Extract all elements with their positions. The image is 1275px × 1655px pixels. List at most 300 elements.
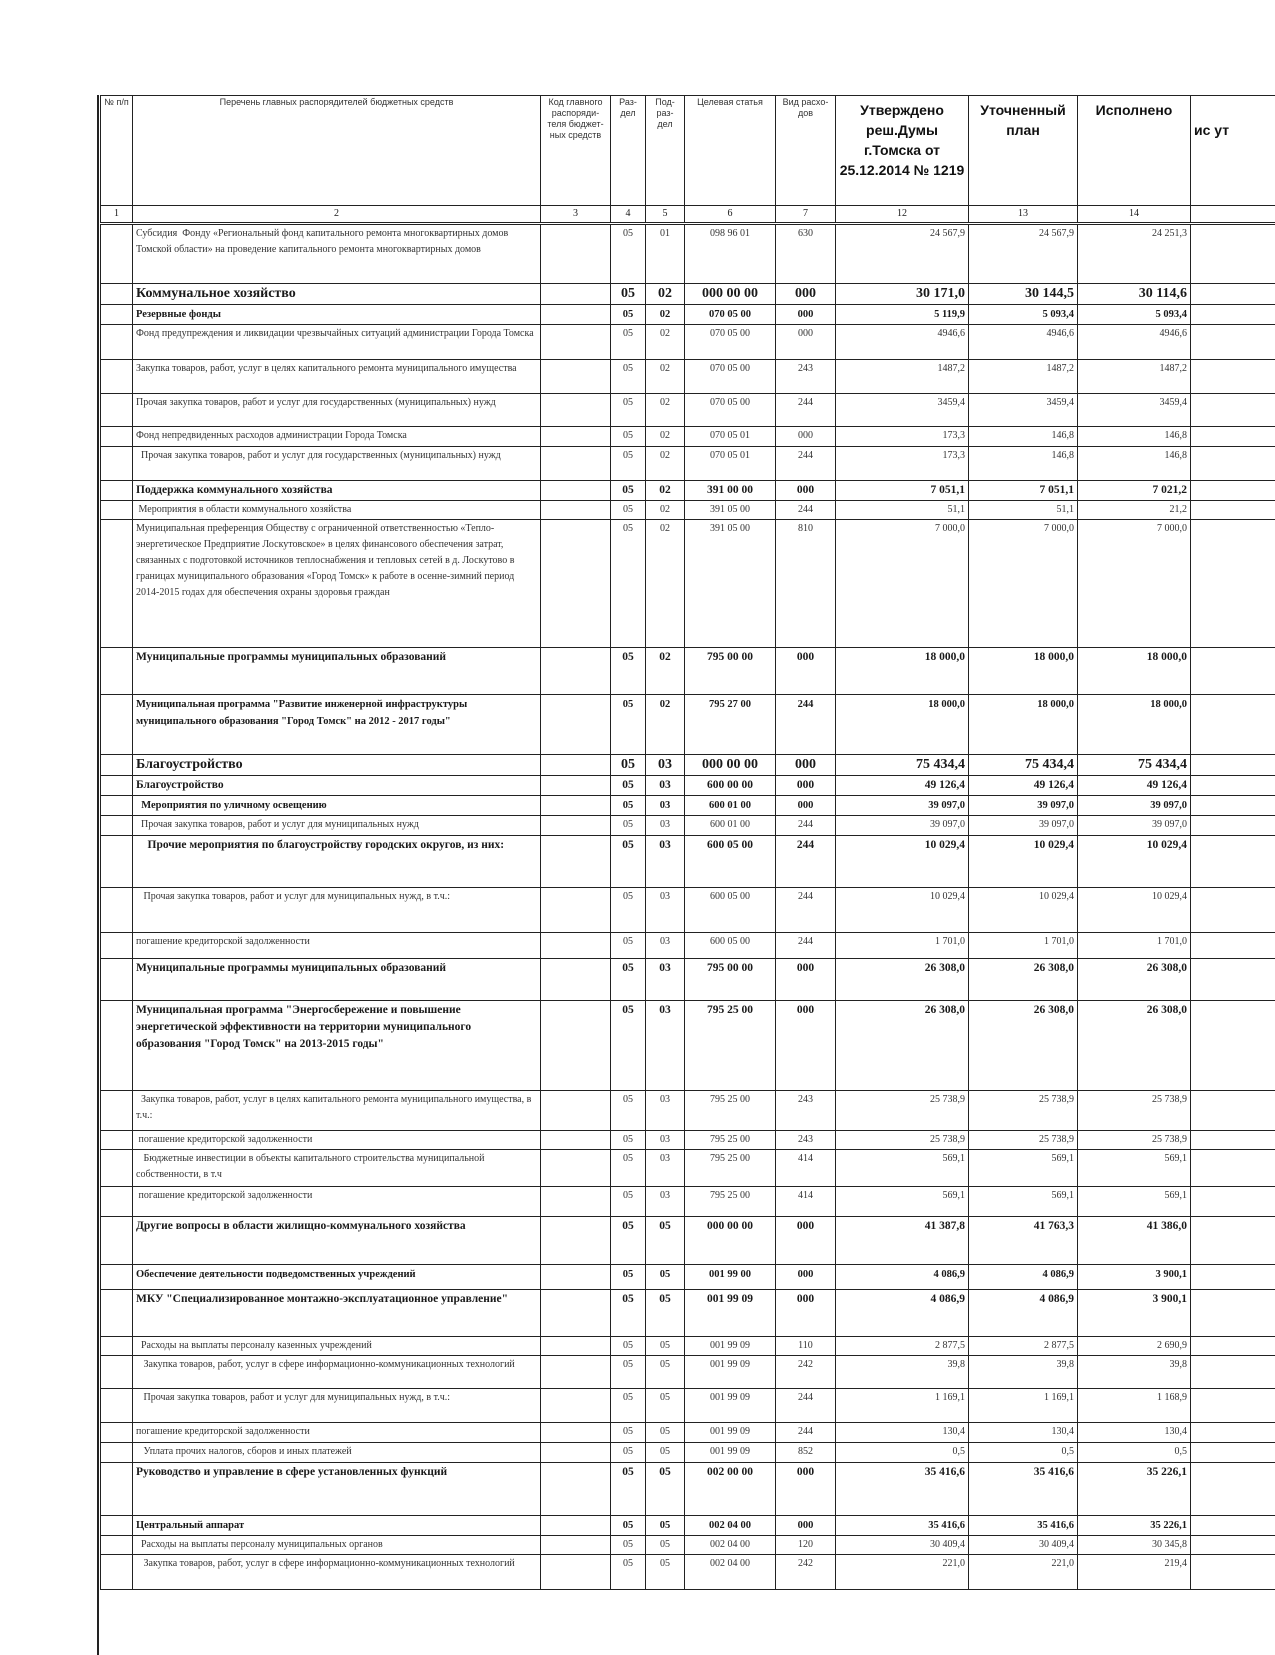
cell-vid: 414 bbox=[776, 1187, 836, 1217]
column-number: 13 bbox=[969, 206, 1078, 224]
table-row bbox=[101, 520, 1275, 648]
cell-done: 41 386,0 bbox=[1078, 1217, 1191, 1265]
cell-podrazdel: 05 bbox=[646, 1536, 685, 1555]
cell-razdel: 05 bbox=[611, 1217, 646, 1265]
table-row bbox=[101, 888, 1275, 933]
cell-approved: 130,4 bbox=[836, 1423, 969, 1443]
budget-table bbox=[100, 95, 1275, 1590]
cell-name: погашение кредиторской задолженности bbox=[133, 1131, 541, 1150]
cell-target: 001 99 09 bbox=[685, 1337, 776, 1356]
cell-target: 070 05 00 bbox=[685, 305, 776, 325]
cell-done: 1487,2 bbox=[1078, 360, 1191, 394]
cell-num bbox=[101, 501, 133, 520]
cell-num bbox=[101, 394, 133, 427]
cell-code bbox=[541, 755, 611, 776]
cell-target: 600 05 00 bbox=[685, 888, 776, 933]
cell-done: 3 900,1 bbox=[1078, 1265, 1191, 1290]
cell-podrazdel: 03 bbox=[646, 755, 685, 776]
cell-razdel: 05 bbox=[611, 325, 646, 360]
cell-name: Мероприятия в области коммунального хозяйства bbox=[133, 501, 541, 520]
cell-done: 10 029,4 bbox=[1078, 836, 1191, 888]
cell-vid: 000 bbox=[776, 1265, 836, 1290]
cell-done: 0,5 bbox=[1078, 1443, 1191, 1463]
cell-approved: 173,3 bbox=[836, 447, 969, 481]
cell-podrazdel: 05 bbox=[646, 1356, 685, 1389]
cell-target: 000 00 00 bbox=[685, 284, 776, 305]
cell-razdel: 05 bbox=[611, 1001, 646, 1091]
cell-approved: 24 567,9 bbox=[836, 224, 969, 284]
cell-name: Центральный аппарат bbox=[133, 1516, 541, 1536]
cell-done: 569,1 bbox=[1078, 1150, 1191, 1187]
header-row bbox=[101, 96, 1275, 206]
cell-num bbox=[101, 1150, 133, 1187]
cell-num bbox=[101, 1001, 133, 1091]
cell-vid: 000 bbox=[776, 481, 836, 501]
cell-num bbox=[101, 695, 133, 755]
cell-code bbox=[541, 1356, 611, 1389]
cell-vid: 110 bbox=[776, 1337, 836, 1356]
cell-name: Благоустройство bbox=[133, 755, 541, 776]
cell-podrazdel: 02 bbox=[646, 427, 685, 447]
cell-podrazdel: 02 bbox=[646, 648, 685, 695]
cell-vid: 244 bbox=[776, 888, 836, 933]
cell-num bbox=[101, 1516, 133, 1536]
cell-done: 39 097,0 bbox=[1078, 796, 1191, 816]
table-row bbox=[101, 816, 1275, 836]
cell-podrazdel: 03 bbox=[646, 1187, 685, 1217]
cell-plan: 0,5 bbox=[969, 1443, 1078, 1463]
cell-target: 070 05 01 bbox=[685, 427, 776, 447]
cell-pct bbox=[1191, 427, 1275, 447]
cell-num bbox=[101, 959, 133, 1001]
cell-razdel: 05 bbox=[611, 481, 646, 501]
column-number: 3 bbox=[541, 206, 611, 224]
cell-code bbox=[541, 1443, 611, 1463]
header-target: Целевая статья bbox=[685, 96, 776, 206]
cell-num bbox=[101, 325, 133, 360]
cell-pct bbox=[1191, 648, 1275, 695]
cell-code bbox=[541, 427, 611, 447]
table-row bbox=[101, 1536, 1275, 1555]
cell-vid: 242 bbox=[776, 1356, 836, 1389]
cell-plan: 26 308,0 bbox=[969, 959, 1078, 1001]
cell-razdel: 05 bbox=[611, 224, 646, 284]
cell-num bbox=[101, 1536, 133, 1555]
cell-plan: 146,8 bbox=[969, 427, 1078, 447]
cell-plan: 75 434,4 bbox=[969, 755, 1078, 776]
header-approved: Утверждено реш.Думы г.Томска от 25.12.2014 № 1219 bbox=[836, 96, 969, 206]
cell-name: Расходы на выплаты персоналу муниципальных органов bbox=[133, 1536, 541, 1555]
cell-razdel: 05 bbox=[611, 394, 646, 427]
cell-razdel: 05 bbox=[611, 1187, 646, 1217]
column-number bbox=[1191, 206, 1275, 224]
cell-vid: 000 bbox=[776, 427, 836, 447]
table-row bbox=[101, 224, 1275, 284]
cell-num bbox=[101, 1443, 133, 1463]
cell-approved: 75 434,4 bbox=[836, 755, 969, 776]
cell-target: 391 05 00 bbox=[685, 520, 776, 648]
cell-done: 25 738,9 bbox=[1078, 1131, 1191, 1150]
cell-name: Муниципальная программа "Энергосбережение и повышение энергетической эффективности на территории муниципального образования "Город Томск" на 2013-2015 годы" bbox=[133, 1001, 541, 1091]
cell-plan: 1487,2 bbox=[969, 360, 1078, 394]
cell-plan: 24 567,9 bbox=[969, 224, 1078, 284]
table-row bbox=[101, 447, 1275, 481]
cell-approved: 18 000,0 bbox=[836, 648, 969, 695]
table-row bbox=[101, 1091, 1275, 1131]
cell-num bbox=[101, 1290, 133, 1337]
table-row bbox=[101, 1150, 1275, 1187]
cell-pct bbox=[1191, 1356, 1275, 1389]
cell-done: 2 690,9 bbox=[1078, 1337, 1191, 1356]
cell-razdel: 05 bbox=[611, 695, 646, 755]
cell-name: Коммунальное хозяйство bbox=[133, 284, 541, 305]
cell-name: Закупка товаров, работ, услуг в целях капитального ремонта муниципального имущества, в т.ч.: bbox=[133, 1091, 541, 1131]
cell-podrazdel: 05 bbox=[646, 1217, 685, 1265]
table-row bbox=[101, 1131, 1275, 1150]
cell-pct bbox=[1191, 1443, 1275, 1463]
cell-vid: 244 bbox=[776, 695, 836, 755]
cell-code bbox=[541, 1001, 611, 1091]
cell-vid: 244 bbox=[776, 816, 836, 836]
table-row bbox=[101, 325, 1275, 360]
cell-name: Резервные фонды bbox=[133, 305, 541, 325]
cell-pct bbox=[1191, 933, 1275, 959]
cell-vid: 120 bbox=[776, 1536, 836, 1555]
cell-done: 30 114,6 bbox=[1078, 284, 1191, 305]
header-percent: ис ут bbox=[1191, 96, 1275, 206]
cell-num bbox=[101, 1463, 133, 1516]
table-row bbox=[101, 648, 1275, 695]
cell-plan: 35 416,6 bbox=[969, 1463, 1078, 1516]
cell-pct bbox=[1191, 1555, 1275, 1590]
cell-done: 1 168,9 bbox=[1078, 1389, 1191, 1423]
cell-podrazdel: 02 bbox=[646, 305, 685, 325]
cell-approved: 26 308,0 bbox=[836, 1001, 969, 1091]
cell-approved: 41 387,8 bbox=[836, 1217, 969, 1265]
header-code: Код главного распоряди-теля бюджет-ных средств bbox=[541, 96, 611, 206]
table-left-border bbox=[97, 95, 99, 1655]
cell-num bbox=[101, 481, 133, 501]
cell-name: Расходы на выплаты персоналу казенных учреждений bbox=[133, 1337, 541, 1356]
cell-code bbox=[541, 1290, 611, 1337]
cell-target: 001 99 09 bbox=[685, 1423, 776, 1443]
table-row bbox=[101, 1389, 1275, 1423]
cell-podrazdel: 02 bbox=[646, 501, 685, 520]
header-plan: Уточненный план bbox=[969, 96, 1078, 206]
cell-plan: 1 169,1 bbox=[969, 1389, 1078, 1423]
cell-num bbox=[101, 1423, 133, 1443]
cell-pct bbox=[1191, 888, 1275, 933]
cell-plan: 7 051,1 bbox=[969, 481, 1078, 501]
table-row bbox=[101, 427, 1275, 447]
cell-plan: 41 763,3 bbox=[969, 1217, 1078, 1265]
cell-razdel: 05 bbox=[611, 1091, 646, 1131]
cell-target: 795 25 00 bbox=[685, 1001, 776, 1091]
cell-name: Закупка товаров, работ, услуг в целях капитального ремонта муниципального имущества bbox=[133, 360, 541, 394]
cell-podrazdel: 03 bbox=[646, 959, 685, 1001]
cell-razdel: 05 bbox=[611, 933, 646, 959]
cell-podrazdel: 01 bbox=[646, 224, 685, 284]
cell-podrazdel: 05 bbox=[646, 1389, 685, 1423]
cell-code bbox=[541, 1265, 611, 1290]
cell-pct bbox=[1191, 305, 1275, 325]
cell-vid: 000 bbox=[776, 648, 836, 695]
cell-approved: 39 097,0 bbox=[836, 816, 969, 836]
cell-name: Обеспечение деятельности подведомственных учреждений bbox=[133, 1265, 541, 1290]
cell-target: 070 05 00 bbox=[685, 360, 776, 394]
cell-approved: 25 738,9 bbox=[836, 1131, 969, 1150]
cell-approved: 3459,4 bbox=[836, 394, 969, 427]
cell-approved: 10 029,4 bbox=[836, 836, 969, 888]
table-row bbox=[101, 1265, 1275, 1290]
cell-target: 000 00 00 bbox=[685, 1217, 776, 1265]
cell-done: 25 738,9 bbox=[1078, 1091, 1191, 1131]
cell-target: 600 05 00 bbox=[685, 933, 776, 959]
cell-num bbox=[101, 1389, 133, 1423]
cell-vid: 243 bbox=[776, 1131, 836, 1150]
cell-done: 26 308,0 bbox=[1078, 1001, 1191, 1091]
cell-pct bbox=[1191, 1536, 1275, 1555]
cell-code bbox=[541, 1217, 611, 1265]
cell-approved: 1487,2 bbox=[836, 360, 969, 394]
cell-podrazdel: 03 bbox=[646, 836, 685, 888]
cell-plan: 130,4 bbox=[969, 1423, 1078, 1443]
cell-target: 070 05 00 bbox=[685, 394, 776, 427]
cell-num bbox=[101, 1555, 133, 1590]
cell-approved: 1 169,1 bbox=[836, 1389, 969, 1423]
cell-vid: 000 bbox=[776, 1001, 836, 1091]
cell-pct bbox=[1191, 1516, 1275, 1536]
cell-num bbox=[101, 796, 133, 816]
cell-name: Мероприятия по уличному освещению bbox=[133, 796, 541, 816]
cell-approved: 4946,6 bbox=[836, 325, 969, 360]
cell-pct bbox=[1191, 1131, 1275, 1150]
cell-vid: 630 bbox=[776, 224, 836, 284]
cell-podrazdel: 05 bbox=[646, 1265, 685, 1290]
cell-approved: 39,8 bbox=[836, 1356, 969, 1389]
table-row bbox=[101, 695, 1275, 755]
cell-vid: 000 bbox=[776, 796, 836, 816]
table-row bbox=[101, 360, 1275, 394]
cell-num bbox=[101, 224, 133, 284]
cell-pct bbox=[1191, 1265, 1275, 1290]
cell-name: Поддержка коммунального хозяйства bbox=[133, 481, 541, 501]
cell-done: 130,4 bbox=[1078, 1423, 1191, 1443]
cell-name: Муниципальная программа "Развитие инженерной инфраструктуры муниципального образования "Город Томск" на 2012 - 2017 годы" bbox=[133, 695, 541, 755]
cell-plan: 1 701,0 bbox=[969, 933, 1078, 959]
cell-code bbox=[541, 520, 611, 648]
cell-podrazdel: 03 bbox=[646, 888, 685, 933]
cell-code bbox=[541, 959, 611, 1001]
cell-done: 35 226,1 bbox=[1078, 1516, 1191, 1536]
cell-target: 795 25 00 bbox=[685, 1187, 776, 1217]
cell-podrazdel: 02 bbox=[646, 284, 685, 305]
cell-num bbox=[101, 933, 133, 959]
cell-plan: 2 877,5 bbox=[969, 1337, 1078, 1356]
cell-num bbox=[101, 520, 133, 648]
cell-target: 391 05 00 bbox=[685, 501, 776, 520]
cell-vid: 244 bbox=[776, 1389, 836, 1423]
table-row bbox=[101, 394, 1275, 427]
column-number: 1 bbox=[101, 206, 133, 224]
cell-name: Муниципальные программы муниципальных образований bbox=[133, 959, 541, 1001]
cell-pct bbox=[1191, 481, 1275, 501]
header-number: № п/п bbox=[101, 96, 133, 206]
table-row bbox=[101, 959, 1275, 1001]
cell-num bbox=[101, 888, 133, 933]
cell-num bbox=[101, 1265, 133, 1290]
table-row bbox=[101, 481, 1275, 501]
cell-pct bbox=[1191, 755, 1275, 776]
cell-done: 35 226,1 bbox=[1078, 1463, 1191, 1516]
cell-done: 1 701,0 bbox=[1078, 933, 1191, 959]
cell-done: 49 126,4 bbox=[1078, 776, 1191, 796]
cell-razdel: 05 bbox=[611, 360, 646, 394]
cell-razdel: 05 bbox=[611, 1265, 646, 1290]
cell-num bbox=[101, 1217, 133, 1265]
cell-podrazdel: 02 bbox=[646, 695, 685, 755]
cell-target: 070 05 00 bbox=[685, 325, 776, 360]
cell-pct bbox=[1191, 224, 1275, 284]
cell-code bbox=[541, 1463, 611, 1516]
cell-podrazdel: 05 bbox=[646, 1463, 685, 1516]
cell-name: Руководство и управление в сфере установленных функций bbox=[133, 1463, 541, 1516]
cell-code bbox=[541, 501, 611, 520]
cell-target: 795 00 00 bbox=[685, 648, 776, 695]
cell-approved: 7 051,1 bbox=[836, 481, 969, 501]
cell-razdel: 05 bbox=[611, 305, 646, 325]
cell-razdel: 05 bbox=[611, 1536, 646, 1555]
cell-code bbox=[541, 648, 611, 695]
cell-target: 002 04 00 bbox=[685, 1536, 776, 1555]
cell-name: Прочие мероприятия по благоустройству городских округов, из них: bbox=[133, 836, 541, 888]
cell-razdel: 05 bbox=[611, 1356, 646, 1389]
cell-code bbox=[541, 933, 611, 959]
cell-plan: 221,0 bbox=[969, 1555, 1078, 1590]
table-row bbox=[101, 1001, 1275, 1091]
cell-plan: 146,8 bbox=[969, 447, 1078, 481]
cell-pct bbox=[1191, 959, 1275, 1001]
cell-approved: 0,5 bbox=[836, 1443, 969, 1463]
cell-name: Закупка товаров, работ, услуг в сфере информационно-коммуникационных технологий bbox=[133, 1356, 541, 1389]
cell-name: Прочая закупка товаров, работ и услуг для муниципальных нужд, в т.ч.: bbox=[133, 1389, 541, 1423]
cell-approved: 221,0 bbox=[836, 1555, 969, 1590]
cell-podrazdel: 03 bbox=[646, 816, 685, 836]
cell-code bbox=[541, 836, 611, 888]
cell-razdel: 05 bbox=[611, 1337, 646, 1356]
cell-name: Благоустройство bbox=[133, 776, 541, 796]
cell-approved: 49 126,4 bbox=[836, 776, 969, 796]
cell-code bbox=[541, 360, 611, 394]
column-numbering-row bbox=[101, 206, 1275, 224]
cell-pct bbox=[1191, 1290, 1275, 1337]
cell-num bbox=[101, 447, 133, 481]
cell-done: 146,8 bbox=[1078, 447, 1191, 481]
cell-name: Уплата прочих налогов, сборов и иных платежей bbox=[133, 1443, 541, 1463]
cell-name: Бюджетные инвестиции в объекты капитального строительства муниципальной собственности, в т.ч bbox=[133, 1150, 541, 1187]
cell-plan: 18 000,0 bbox=[969, 695, 1078, 755]
cell-name: МКУ "Специализированное монтажно-эксплуатационное управление" bbox=[133, 1290, 541, 1337]
cell-razdel: 05 bbox=[611, 1389, 646, 1423]
cell-target: 795 00 00 bbox=[685, 959, 776, 1001]
cell-pct bbox=[1191, 394, 1275, 427]
column-number: 12 bbox=[836, 206, 969, 224]
cell-done: 10 029,4 bbox=[1078, 888, 1191, 933]
cell-name: Прочая закупка товаров, работ и услуг для муниципальных нужд bbox=[133, 816, 541, 836]
cell-plan: 10 029,4 bbox=[969, 888, 1078, 933]
cell-code bbox=[541, 325, 611, 360]
cell-approved: 51,1 bbox=[836, 501, 969, 520]
column-number: 6 bbox=[685, 206, 776, 224]
table-row bbox=[101, 796, 1275, 816]
cell-plan: 10 029,4 bbox=[969, 836, 1078, 888]
cell-approved: 569,1 bbox=[836, 1187, 969, 1217]
cell-podrazdel: 03 bbox=[646, 796, 685, 816]
cell-num bbox=[101, 1356, 133, 1389]
cell-done: 24 251,3 bbox=[1078, 224, 1191, 284]
cell-name: Муниципальная преференция Обществу с ограниченной ответственностью «Тепло-энергетическое Предприятие Лоскутовское» в целях финансового обеспечения затрат, связанных с подготовкой источников теплоснабжения и тепловых сетей в д. Лоскутово в границах муниципального образования «Город Томск» к работе в осенне-зимний период 2014-2015 годах для обеспечения охраны здоровья граждан bbox=[133, 520, 541, 648]
cell-vid: 244 bbox=[776, 1423, 836, 1443]
cell-plan: 7 000,0 bbox=[969, 520, 1078, 648]
cell-target: 391 00 00 bbox=[685, 481, 776, 501]
cell-vid: 244 bbox=[776, 933, 836, 959]
cell-num bbox=[101, 1131, 133, 1150]
cell-plan: 39,8 bbox=[969, 1356, 1078, 1389]
cell-pct bbox=[1191, 776, 1275, 796]
column-number: 5 bbox=[646, 206, 685, 224]
cell-plan: 4 086,9 bbox=[969, 1290, 1078, 1337]
cell-name: Муниципальные программы муниципальных образований bbox=[133, 648, 541, 695]
cell-vid: 414 bbox=[776, 1150, 836, 1187]
cell-plan: 35 416,6 bbox=[969, 1516, 1078, 1536]
cell-pct bbox=[1191, 1389, 1275, 1423]
cell-done: 75 434,4 bbox=[1078, 755, 1191, 776]
cell-razdel: 05 bbox=[611, 1150, 646, 1187]
cell-code bbox=[541, 284, 611, 305]
cell-done: 146,8 bbox=[1078, 427, 1191, 447]
cell-pct bbox=[1191, 360, 1275, 394]
cell-vid: 243 bbox=[776, 1091, 836, 1131]
cell-razdel: 05 bbox=[611, 836, 646, 888]
cell-razdel: 05 bbox=[611, 284, 646, 305]
cell-podrazdel: 02 bbox=[646, 394, 685, 427]
cell-done: 219,4 bbox=[1078, 1555, 1191, 1590]
cell-target: 795 25 00 bbox=[685, 1131, 776, 1150]
cell-done: 26 308,0 bbox=[1078, 959, 1191, 1001]
cell-pct bbox=[1191, 1337, 1275, 1356]
cell-vid: 000 bbox=[776, 1516, 836, 1536]
cell-pct bbox=[1191, 447, 1275, 481]
cell-pct bbox=[1191, 501, 1275, 520]
cell-vid: 000 bbox=[776, 325, 836, 360]
cell-pct bbox=[1191, 1463, 1275, 1516]
cell-name: Фонд непредвиденных расходов администрации Города Томска bbox=[133, 427, 541, 447]
cell-approved: 35 416,6 bbox=[836, 1516, 969, 1536]
cell-plan: 4946,6 bbox=[969, 325, 1078, 360]
cell-vid: 244 bbox=[776, 447, 836, 481]
cell-approved: 35 416,6 bbox=[836, 1463, 969, 1516]
cell-code bbox=[541, 447, 611, 481]
table-row bbox=[101, 755, 1275, 776]
table-row bbox=[101, 1337, 1275, 1356]
cell-target: 795 25 00 bbox=[685, 1150, 776, 1187]
cell-podrazdel: 02 bbox=[646, 447, 685, 481]
cell-razdel: 05 bbox=[611, 888, 646, 933]
cell-razdel: 05 bbox=[611, 816, 646, 836]
column-number: 7 bbox=[776, 206, 836, 224]
cell-approved: 5 119,9 bbox=[836, 305, 969, 325]
cell-razdel: 05 bbox=[611, 776, 646, 796]
